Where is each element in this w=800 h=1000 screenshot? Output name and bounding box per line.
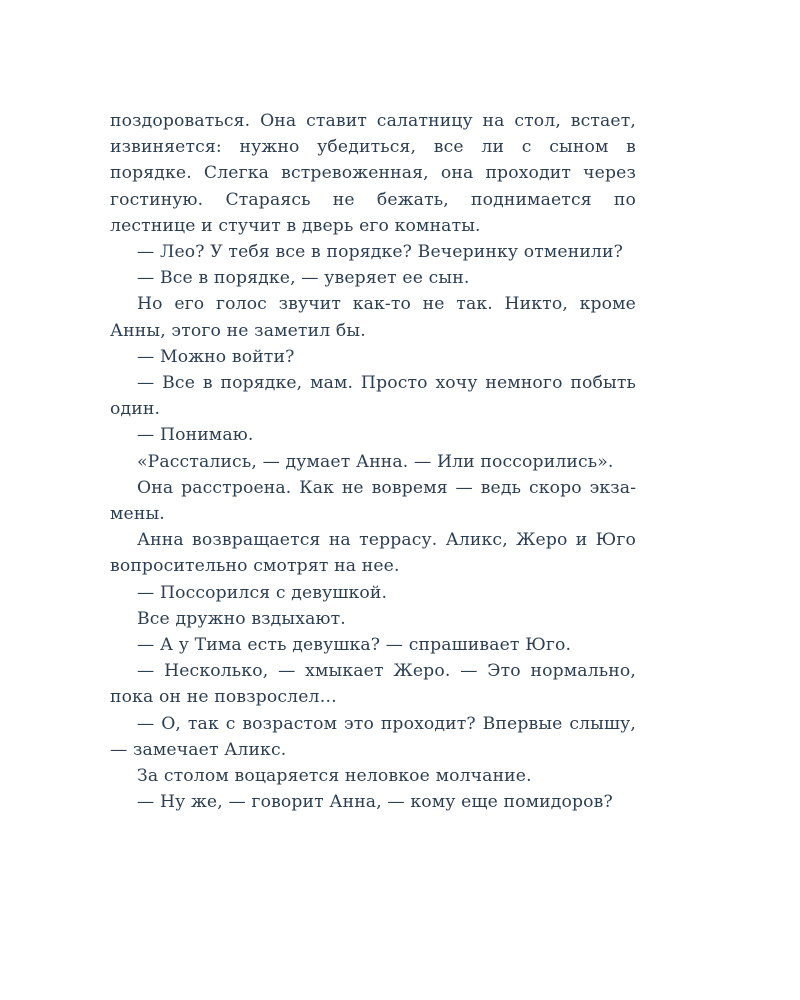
paragraph-17: — Ну же, — говорит Анна, — кому еще помидоров? [137,792,613,813]
paragraph-11: — Поссорился с девушкой. [137,582,388,603]
paragraph-14: — Несколько, — хмыкает Жеро. — Это нормально, пока он не повзрослел… [110,661,636,708]
paragraph-4: Но его голос звучит как-то не так. Никто, кроме Анны, этого не заметил бы. [110,294,636,341]
paragraph-12: Все дружно вздыхают. [137,608,346,629]
paragraph-16: За столом воцаряется неловкое молчание. [137,766,532,787]
paragraph-9: Она расстроена. Как не вовремя — ведь скоро экзамены. [110,477,636,525]
paragraph-10: Анна возвращается на террасу. Аликс, Жеро и Юго вопросительно смотрят на нее. [110,530,636,577]
paragraph-6: — Все в порядке, мам. Просто хочу немного побыть один. [110,373,636,420]
paragraph-1: поздороваться. Она ставит салатницу на стол, встает, извиняется: нужно убедиться, все ли с сыном в порядке. Слегка встревоженная, она проходит через гостиную. Стараясь не бежать, поднимается по лестнице и стучит в дверь его комнаты. [110,111,636,236]
paragraph-8: «Расстались, — думает Анна. — Или поссорились». [137,451,614,472]
paragraph-7: — Понимаю. [137,425,254,446]
paragraph-15: — О, так с возрастом это проходит? Впервые слышу, — замечает Аликс. [110,713,636,760]
paragraph-13: — А у Тима есть девушка? — спрашивает Юго. [137,635,572,656]
paragraph-5: — Можно войти? [137,346,295,367]
paragraph-2: — Лео? У тебя все в порядке? Вечеринку отменили? [137,242,623,263]
paragraph-3: — Все в порядке, — уверяет ее сын. [137,268,470,289]
book-page-text [110,108,636,815]
